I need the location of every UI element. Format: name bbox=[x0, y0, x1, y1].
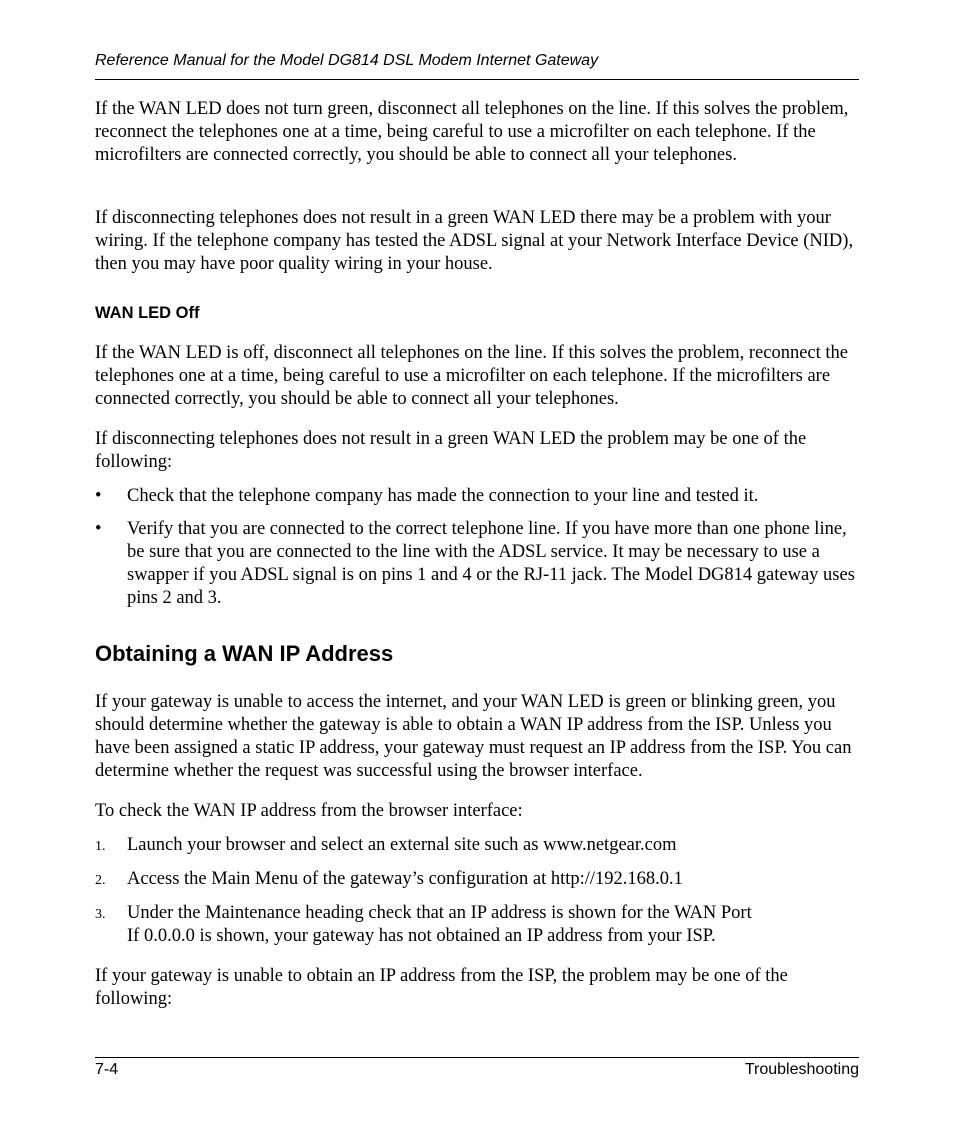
list-item-text: Verify that you are connected to the correct telephone line. If you have more than one phone line, be sure that you are connected to the line with the ADSL service. It may be necessary to use a swapper if you ADSL signal is on pins 1 and 4 or the RJ-11 jack. The Model DG814 gateway uses pins 2 and 3. bbox=[127, 519, 855, 608]
footer-rule bbox=[95, 1057, 859, 1058]
step-number: 3. bbox=[95, 907, 106, 922]
paragraph-ip-problems: If your gateway is unable to obtain an IP address from the ISP, the problem may be one of the following: bbox=[95, 966, 788, 1009]
bullet-marker: • bbox=[95, 519, 102, 539]
paragraph-possible-problems: If disconnecting telephones does not result in a green WAN LED the problem may be one of the following: bbox=[95, 429, 807, 472]
step-text-line: If 0.0.0.0 is shown, your gateway has not obtained an IP address from your ISP. bbox=[127, 926, 716, 946]
paragraph-gateway-access: If your gateway is unable to access the internet, and your WAN LED is green or blinking green, you should determine whether the gateway is able to obtain a WAN IP address from the ISP. Unless you have been assigned a static IP address, your gateway must request an IP address from the ISP. You can determine whether the request was successful using the browser interface. bbox=[95, 692, 852, 781]
paragraph-wiring-problem: If disconnecting telephones does not result in a green WAN LED there may be a problem with your wiring. If the telephone company has tested the ADSL signal at your Network Interface Device (NID), then you may have poor quality wiring in your house. bbox=[95, 208, 854, 274]
heading-obtaining-wan-ip: Obtaining a WAN IP Address bbox=[95, 641, 394, 666]
list-item-text: Check that the telephone company has made the connection to your line and tested it. bbox=[127, 486, 759, 506]
list-item bbox=[95, 485, 859, 508]
bullet-marker: • bbox=[95, 486, 102, 506]
paragraph-wan-led-off: If the WAN LED is off, disconnect all telephones on the line. If this solves the problem, reconnect the telephones one at a time, being careful to use a microfilter on each telephone. If the microfilters are connected correctly, you should be able to connect all your telephones. bbox=[95, 343, 848, 409]
page-number: 7-4 bbox=[95, 1061, 119, 1078]
list-item bbox=[95, 902, 859, 948]
list-item bbox=[95, 834, 859, 857]
step-text: Access the Main Menu of the gateway’s configuration at http://192.168.0.1 bbox=[127, 869, 683, 889]
running-header: Reference Manual for the Model DG814 DSL Modem Internet Gateway bbox=[95, 52, 599, 69]
list-item bbox=[95, 518, 859, 610]
step-number: 2. bbox=[95, 873, 106, 888]
step-text: Launch your browser and select an external site such as www.netgear.com bbox=[127, 835, 677, 855]
list-item bbox=[95, 868, 859, 891]
paragraph-wan-led-not-green: If the WAN LED does not turn green, disconnect all telephones on the line. If this solves the problem, reconnect the telephones one at a time, being careful to use a microfilter on each telephone. If the microfilters are connected correctly, you should be able to connect all your telephones. bbox=[95, 99, 849, 165]
header-rule bbox=[95, 79, 859, 80]
step-number: 1. bbox=[95, 839, 106, 854]
heading-wan-led-off: WAN LED Off bbox=[95, 304, 200, 322]
paragraph-check-intro: To check the WAN IP address from the browser interface: bbox=[95, 801, 523, 821]
footer-section: Troubleshooting bbox=[744, 1061, 859, 1078]
step-text bbox=[127, 902, 859, 948]
step-text-line: Under the Maintenance heading check that an IP address is shown for the WAN Port bbox=[127, 903, 752, 923]
